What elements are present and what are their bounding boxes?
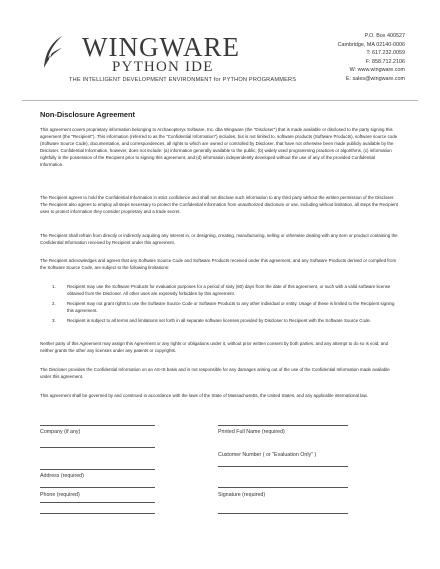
list-text: Recipient may not grant rights to use the Software Source Code or Software Products to any other individual or entity. Usage of these is limited to the Recipient signing this agreement.	[67, 300, 395, 313]
paragraph-limitations-intro: The Recipient acknowledges and agrees that any Software Source Code and Software Products received under this agreement, and any Software Products derived or compiled from the Software Source Code, are subject to the following limitations:	[40, 258, 397, 270]
list-text: Recipient is subject to all terms and limitations set forth in all separate software licenses provided by Discloser to Recipient with the Software Source Code.	[67, 317, 372, 323]
phone-top-line[interactable]	[40, 487, 155, 501]
signature-label-field[interactable]	[218, 487, 348, 501]
bottom-right-line[interactable]	[218, 513, 348, 527]
field-line	[40, 513, 155, 514]
field-line	[40, 425, 155, 426]
field-line	[218, 425, 348, 426]
contact-fax: F: 858.712.2106	[365, 58, 405, 65]
printed-name-label: Printed Full Name (required)	[218, 429, 285, 435]
paragraph-assignment: Neither party of this Agreement may assign this Agreement or any rights or obligations under it, without prior written consent by both parties, and any attempt to do so is void; and neither grants the other any licenses under any patents or copyrights.	[40, 341, 389, 353]
contact-po-box: P.O. Box 400527	[364, 33, 405, 39]
document-title: Non-Disclosure Agreement	[40, 110, 136, 119]
customer-number-field[interactable]	[218, 450, 348, 464]
list-text: Recipient may use the Software Products for evaluation purposes for a period of sixty (60) days from the date of this agreement, or such with a valid software license obtained from the Discloser. All other uses are expressly forbidden by this agreement.	[67, 284, 391, 296]
paragraph-as-is: The Discloser provides the Confidential Information on an AS-IS basis and is not responsible for any damages arising out of the use of the Confidential Information made available under this agreement.	[40, 367, 390, 379]
field-line	[218, 487, 348, 488]
contact-block	[338, 32, 405, 84]
paragraph-non-compete: The Recipient shall refrain from directly or indirectly acquiring any interest in, or designing, creating, manufacturing, selling or otherwise dealing with any item or product containing the Confidential Information received by Recipient under this agreement.	[40, 233, 398, 245]
header-divider	[22, 100, 418, 101]
field-line	[218, 513, 348, 514]
customer-number-label: Customer Number ( or "Evaluation Only" )	[218, 452, 317, 458]
list-number: 3.	[52, 317, 56, 323]
contact-website[interactable]: W: www.wingware.com	[349, 67, 405, 74]
wingware-feather-logo-icon	[40, 34, 66, 72]
company-label: Company (if any)	[40, 429, 81, 435]
printed-name-field[interactable]	[218, 425, 348, 439]
phone-label: Phone (required)	[40, 492, 80, 498]
address-label: Address (required)	[40, 473, 84, 479]
brand-tagline: THE INTELLIGENT DEVELOPMENT ENVIRONMENT for PYTHON PROGRAMMERS	[69, 77, 297, 83]
field-line	[40, 487, 155, 488]
list-number: 2.	[52, 300, 56, 306]
paragraph-confidentiality: The Recipient agrees to hold the Confidential Information in strict confidence and shall not disclose such information to any third party without the written permission of the Discloser. The Recipient also agrees to employ all steps necessary to protect the Confidential Information from unauthorized disclosure or use, including without limitation, all steps the Recipient uses to protect information they consider proprietary and a trade secret.	[40, 195, 398, 214]
contact-email[interactable]: E: sales@wingware.com	[345, 75, 405, 82]
brand-subtitle: PYTHON IDE	[112, 59, 214, 75]
limitations-list	[52, 284, 398, 328]
field-line	[218, 466, 348, 467]
paragraph-governing-law: This agreement shall be governed by and construed in accordance with the laws of the State of Massachusetts, the United States, and any applicable international law.	[40, 393, 368, 398]
company-field[interactable]	[40, 425, 155, 439]
list-item	[52, 301, 398, 315]
list-item	[52, 284, 398, 298]
list-number: 1.	[52, 284, 56, 289]
list-item	[52, 318, 398, 325]
company-field-extra-line[interactable]	[40, 447, 155, 461]
customer-number-line[interactable]	[218, 466, 348, 480]
field-line	[40, 447, 155, 448]
brand-name: WINGWARE	[82, 32, 240, 62]
signature-label: Signature (required)	[218, 492, 266, 498]
field-line	[40, 469, 155, 470]
bottom-left-line[interactable]	[40, 513, 155, 527]
contact-city: Cambridge, MA 02140-0006	[337, 41, 405, 48]
contact-phone: T: 617.232.0059	[366, 50, 405, 57]
paragraph-definition: This agreement covers proprietary information belonging to Archaeopteryx Software, Inc. dba Wingware (the "Discloser") that is made available or disclosed to the party signing this agreement (the "Recipient"). This information (referred to as the "Confidential Information") includes, but is not limited to, software products (Software Products), software source code (Software Source Code), documentation, and correspondences, all rights to which are owned or controlled by Discloser, that have not otherwise been made publicly available by the Discloser. Confidential Information, however, does not include: (a) information generally available to the public; (b) widely used programming practices or algorithms, (c) information rightfully in the possession of the Recipient prior to signing this agreement, and (d) information independently developed without the use of any of the provided Confidential Information.	[40, 127, 398, 167]
